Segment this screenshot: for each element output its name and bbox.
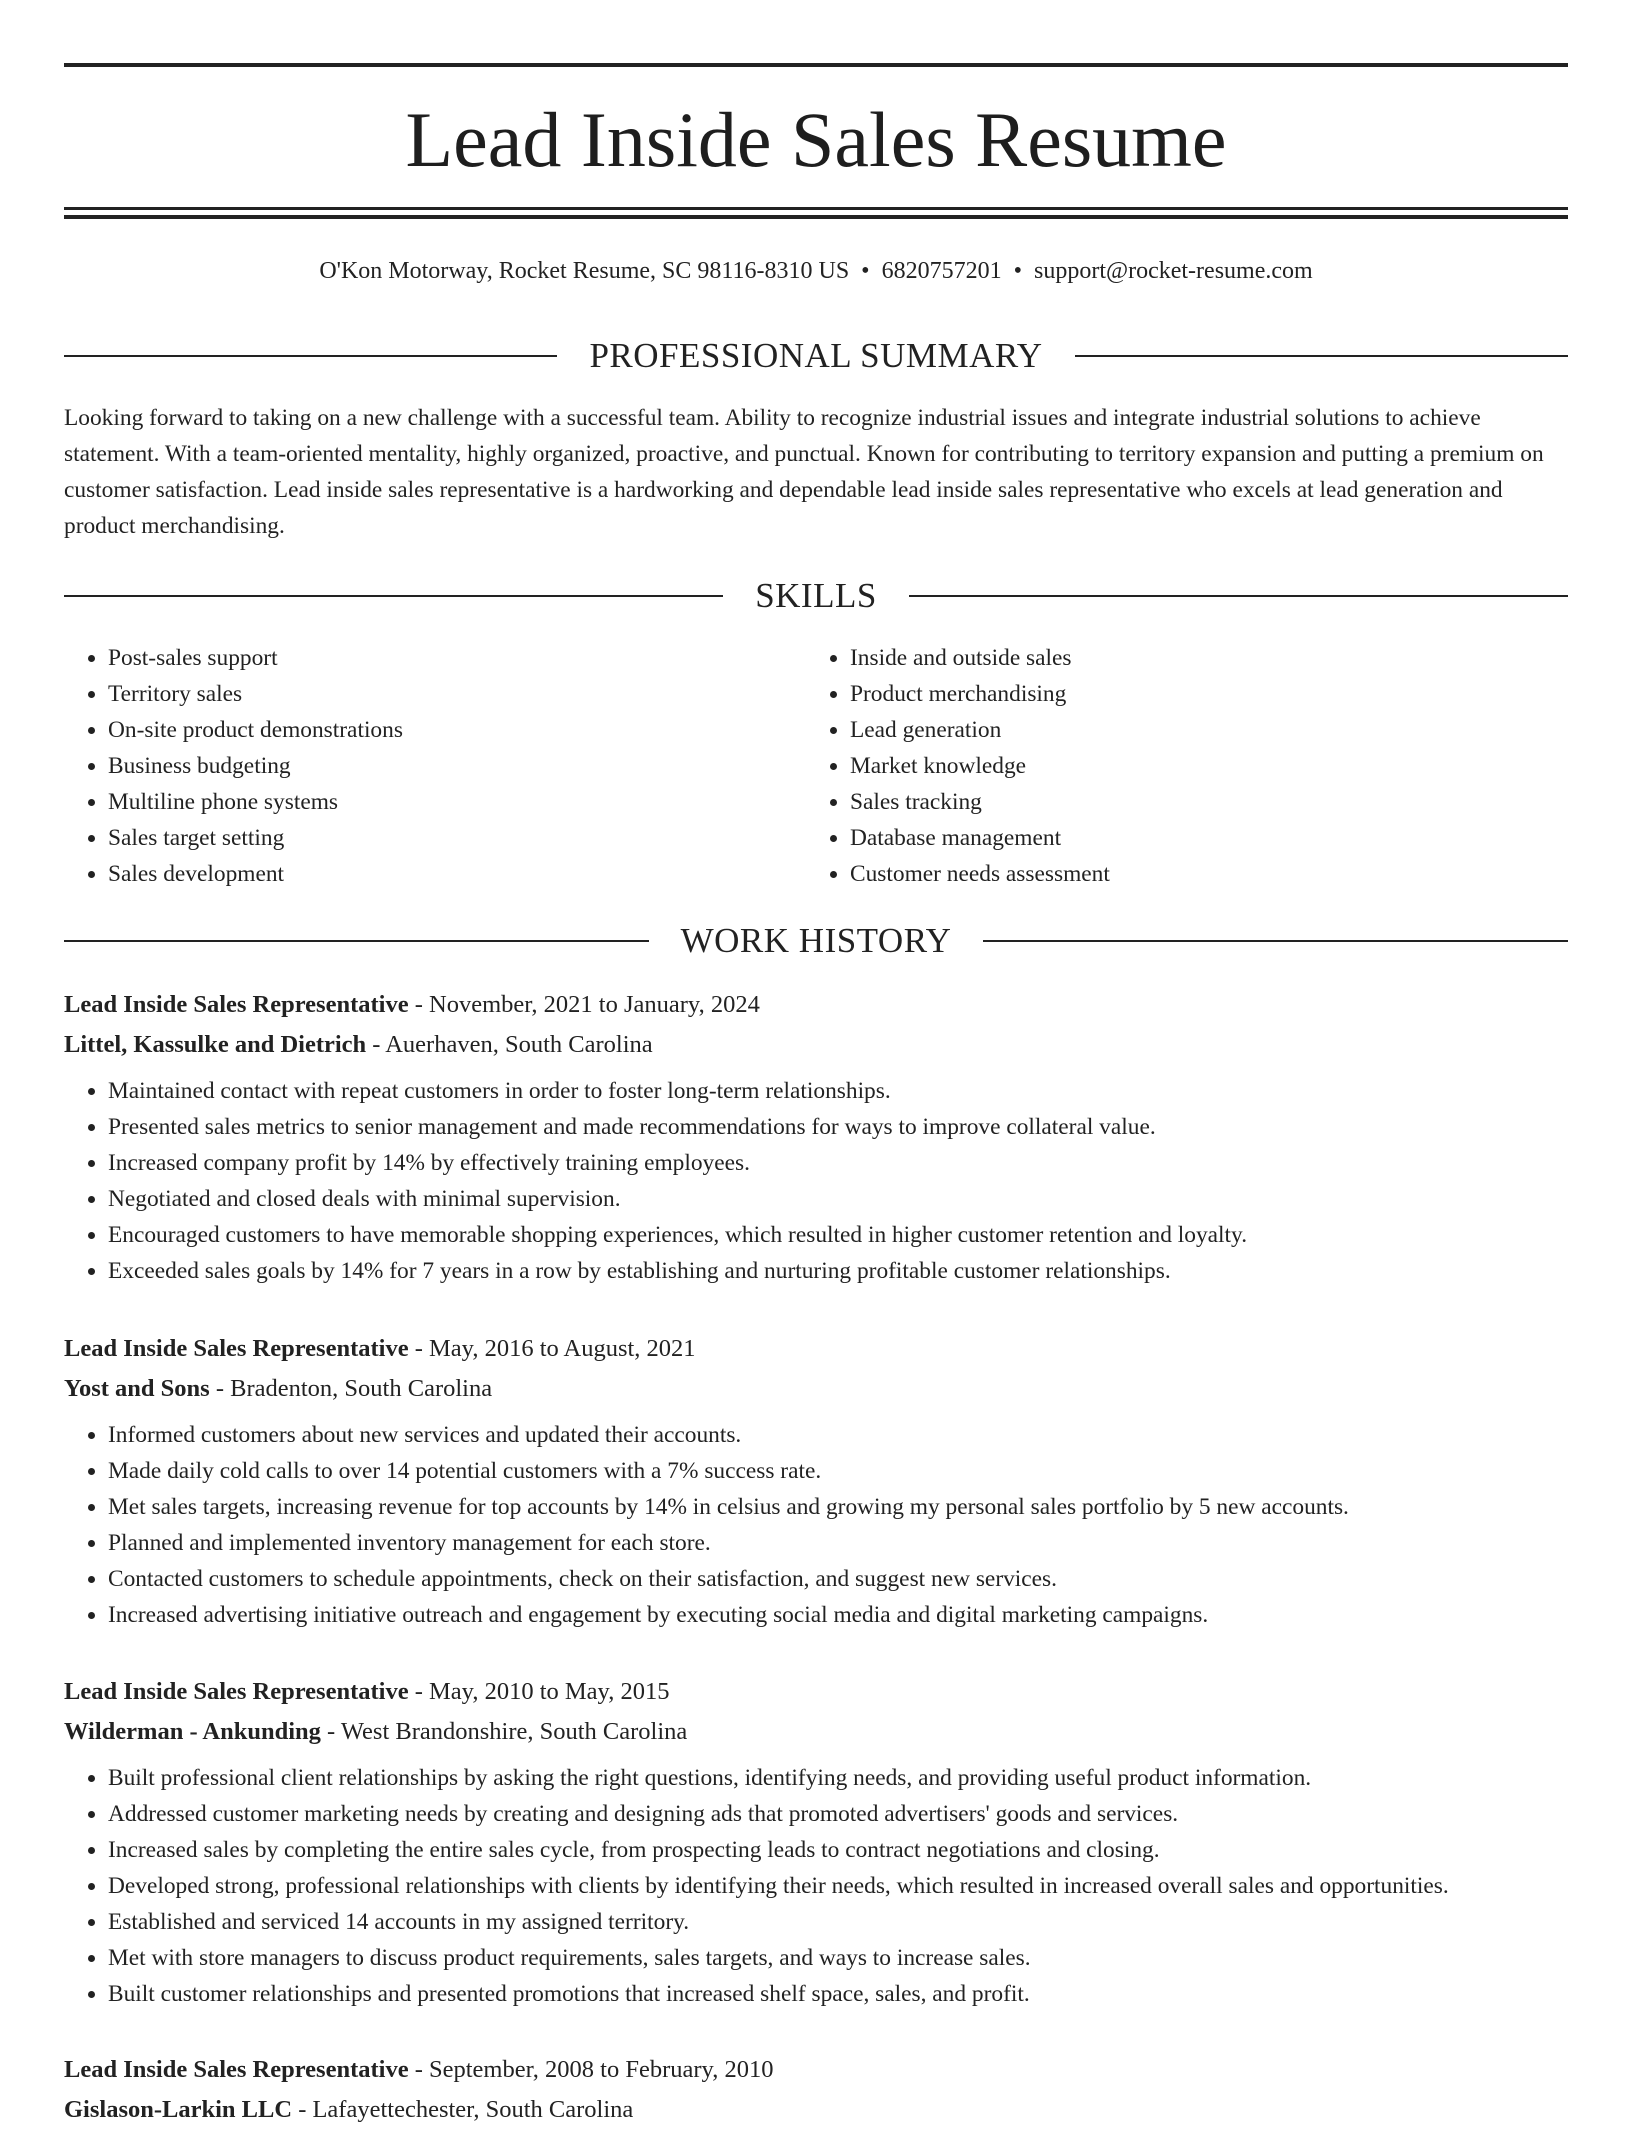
job-company: Wilderman - Ankunding [64, 1718, 321, 1745]
job-bullet: • Established and serviced 14 accounts in my assigned territory. [108, 1904, 1568, 1940]
job-location: - Bradenton, South Carolina [209, 1375, 493, 1402]
job-bullet: • Addressed customer marketing needs by creating and designing ads that promoted advertisers' goods and services. [108, 1796, 1568, 1832]
job-bullets [64, 1417, 1568, 1633]
job-bullet: • Built professional client relationships by asking the right questions, identifying needs, and providing useful product information. [108, 1760, 1568, 1796]
skill-item: • On-site product demonstrations [108, 712, 808, 748]
job-bullet: • Maintained contact with repeat customers in order to foster long-term relationships. [108, 1073, 1568, 1109]
skill-item: • Product merchandising [850, 676, 1550, 712]
skills-heading [64, 574, 1568, 618]
job-role-line [64, 2050, 1568, 2090]
job-title: Lead Inside Sales Representative [64, 1678, 409, 1705]
job-location: - Auerhaven, South Carolina [366, 1031, 653, 1058]
job-bullets [64, 1073, 1568, 1289]
skills-list-right [806, 640, 1550, 892]
job-company: Littel, Kassulke and Dietrich [64, 1031, 367, 1058]
job-bullet: • Contacted customers to schedule appointments, check on their satisfaction, and suggest new services. [108, 1561, 1568, 1597]
job-entry [64, 985, 1568, 1289]
skill-item: • Sales tracking [850, 784, 1550, 820]
job-title: Lead Inside Sales Representative [64, 2056, 409, 2083]
job-company-line [64, 2090, 1568, 2130]
job-bullet: • Built customer relationships and presented promotions that increased shelf space, sales, and profit. [108, 1976, 1568, 2012]
job-bullet: • Met with store managers to discuss product requirements, sales targets, and ways to increase sales. [108, 1940, 1568, 1976]
job-role-line [64, 1329, 1568, 1369]
job-location: - West Brandonshire, South Carolina [320, 1718, 688, 1745]
work-heading-label: WORK HISTORY [680, 921, 952, 960]
job-entry [64, 1672, 1568, 2012]
job-bullets [64, 1760, 1568, 2012]
skill-item: • Post-sales support [108, 640, 808, 676]
skill-item: • Customer needs assessment [850, 856, 1550, 892]
job-dates: - May, 2010 to May, 2015 [408, 1678, 670, 1705]
contact-address: O'Kon Motorway, Rocket Resume, SC 98116-8310 US [319, 258, 850, 284]
job-bullet: • Increased advertising initiative outreach and engagement by executing social media and digital marketing campaigns. [108, 1597, 1568, 1633]
heading-rule-left [64, 940, 649, 942]
job-role-line [64, 985, 1568, 1025]
skills-list-left [64, 640, 808, 892]
job-company: Yost and Sons [64, 1375, 210, 1402]
skill-item: • Market knowledge [850, 748, 1550, 784]
job-bullet: • Planned and implemented inventory management for each store. [108, 1525, 1568, 1561]
contact-email: support@rocket-resume.com [1033, 258, 1313, 284]
contact-line [64, 254, 1568, 288]
resume-title: Lead Inside Sales Resume [405, 96, 1227, 183]
job-dates: - November, 2021 to January, 2024 [408, 991, 760, 1018]
work-heading [64, 919, 1568, 963]
heading-rule-right [983, 940, 1568, 942]
summary-heading [64, 334, 1568, 378]
job-bullet: • Increased sales by completing the entire sales cycle, from prospecting leads to contract negotiations and closing. [108, 1832, 1568, 1868]
heading-rule-left [64, 355, 557, 357]
job-bullet: • Met sales targets, increasing revenue for top accounts by 14% in celsius and growing my personal sales portfolio by 5 new accounts. [108, 1489, 1568, 1525]
job-bullet: • Increased company profit by 14% by effectively training employees. [108, 1145, 1568, 1181]
job-role-line [64, 1672, 1568, 1712]
skill-item: • Database management [850, 820, 1550, 856]
skills-heading-label: SKILLS [755, 576, 877, 615]
job-title: Lead Inside Sales Representative [64, 991, 409, 1018]
job-company-line [64, 1025, 1568, 1065]
contact-separator: • [861, 258, 870, 284]
job-bullet: • Exceeded sales goals by 14% for 7 years in a row by establishing and nurturing profitable customer relationships. [108, 1253, 1568, 1289]
skill-item: • Business budgeting [108, 748, 808, 784]
job-bullet: • Presented sales metrics to senior management and made recommendations for ways to improve collateral value. [108, 1109, 1568, 1145]
job-bullet: • Encouraged customers to have memorable shopping experiences, which resulted in higher customer retention and loyalty. [108, 1217, 1568, 1253]
skill-item: • Inside and outside sales [850, 640, 1550, 676]
job-company-line [64, 1712, 1568, 1752]
top-rule [64, 63, 1568, 67]
job-bullet: • Developed strong, professional relationships with clients by identifying their needs, which resulted in increased overall sales and opportunities. [108, 1868, 1568, 1904]
job-bullet: • Negotiated and closed deals with minimal supervision. [108, 1181, 1568, 1217]
job-title: Lead Inside Sales Representative [64, 1335, 409, 1362]
job-entry [64, 1329, 1568, 1633]
job-entry [64, 2050, 1568, 2130]
title-rule-upper [64, 207, 1568, 210]
skill-item: • Lead generation [850, 712, 1550, 748]
job-bullet: • Made daily cold calls to over 14 potential customers with a 7% success rate. [108, 1453, 1568, 1489]
skill-item: • Sales target setting [108, 820, 808, 856]
job-company: Gislason-Larkin LLC [64, 2096, 293, 2123]
job-bullet: • Informed customers about new services and updated their accounts. [108, 1417, 1568, 1453]
heading-rule-right [909, 595, 1568, 597]
title-rule-lower [64, 215, 1568, 219]
skill-item: • Sales development [108, 856, 808, 892]
heading-rule-left [64, 595, 723, 597]
contact-separator: • [1013, 258, 1022, 284]
skill-item: • Multiline phone systems [108, 784, 808, 820]
job-company-line [64, 1369, 1568, 1409]
skill-item: • Territory sales [108, 676, 808, 712]
job-dates: - September, 2008 to February, 2010 [408, 2056, 774, 2083]
contact-phone: 6820757201 [881, 258, 1002, 284]
job-location: - Lafayettechester, South Carolina [292, 2096, 634, 2123]
summary-heading-label: PROFESSIONAL SUMMARY [589, 336, 1043, 375]
heading-rule-right [1075, 355, 1568, 357]
job-dates: - May, 2016 to August, 2021 [408, 1335, 696, 1362]
summary-text: Looking forward to taking on a new challenge with a successful team. Ability to recognize industrial issues and integrate industrial solutions to achieve statement. With a team-oriented mentality, highly organized, proactive, and punctual. Known for contributing to territory expansion and putting a premium on customer satisfaction. Lead inside sales representative is a hardworking and dependable lead inside sales representative who excels at lead generation and product merchandising. [64, 405, 1544, 539]
